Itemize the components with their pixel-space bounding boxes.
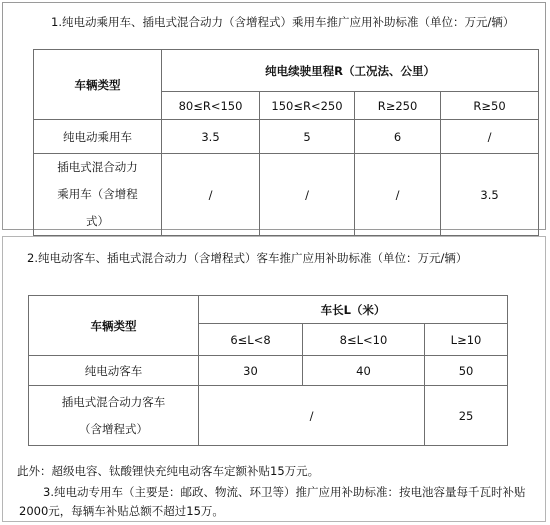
row-name: 纯电动客车 <box>29 356 199 386</box>
passenger-car-subsidy-table <box>33 49 539 236</box>
value-cell: 6 <box>355 120 441 154</box>
range-cell: 80≤R<150 <box>162 92 260 120</box>
value-cell: 50 <box>425 356 508 386</box>
row-name: 纯电动乘用车 <box>34 120 162 154</box>
range-cell: 6≤L<8 <box>199 324 303 356</box>
note-special-vehicles-line2: 2000元，每辆车补贴总额不超过15万。 <box>19 504 224 518</box>
table-row <box>34 154 539 236</box>
note-special-vehicles-line1: 3.纯电动专用车（主要是：邮政、物流、环卫等）推广应用补助标准：按电池容量每千瓦时补贴 <box>43 485 526 499</box>
length-header: 车长L（米） <box>199 296 508 324</box>
range-cell: R≥250 <box>355 92 441 120</box>
value-cell: / <box>355 154 441 236</box>
value-cell: 3.5 <box>162 120 260 154</box>
range-header: 纯电续驶里程R（工况法、公里） <box>162 50 539 92</box>
subsidy-table-panel-passenger-cars <box>2 2 546 230</box>
range-cell: 150≤R<250 <box>260 92 355 120</box>
value-cell: 40 <box>303 356 425 386</box>
value-cell: 30 <box>199 356 303 386</box>
range-cell: 8≤L<10 <box>303 324 425 356</box>
range-cell: R≥50 <box>441 92 539 120</box>
bus-subsidy-table <box>28 295 508 446</box>
table1-caption: 1.纯电动乘用车、插电式混合动力（含增程式）乘用车推广应用补助标准（单位：万元/辆） <box>51 15 515 29</box>
value-cell: 25 <box>425 386 508 446</box>
table-row <box>29 386 508 446</box>
value-cell: 5 <box>260 120 355 154</box>
range-cell: L≥10 <box>425 324 508 356</box>
value-cell: 3.5 <box>441 154 539 236</box>
table2-header-row <box>29 296 508 324</box>
note-supercapacitor: 此外：超级电容、钛酸锂快充纯电动客车定额补贴15万元。 <box>17 464 320 478</box>
merged-value-cell: / <box>199 386 425 446</box>
table-row <box>29 356 508 386</box>
row-name: 插电式混合动力客车（含增程式） <box>29 386 199 446</box>
vehicle-type-header: 车辆类型 <box>34 50 162 120</box>
vehicle-type-header: 车辆类型 <box>29 296 199 356</box>
table-row <box>34 120 539 154</box>
value-cell: / <box>260 154 355 236</box>
value-cell: / <box>162 154 260 236</box>
table2-caption: 2.纯电动客车、插电式混合动力（含增程式）客车推广应用补助标准（单位：万元/辆） <box>27 251 468 265</box>
row-name: 插电式混合动力乘用车（含增程式） <box>34 154 162 236</box>
table1-header-row <box>34 50 539 92</box>
value-cell: / <box>441 120 539 154</box>
subsidy-table-panel-buses <box>2 236 546 522</box>
